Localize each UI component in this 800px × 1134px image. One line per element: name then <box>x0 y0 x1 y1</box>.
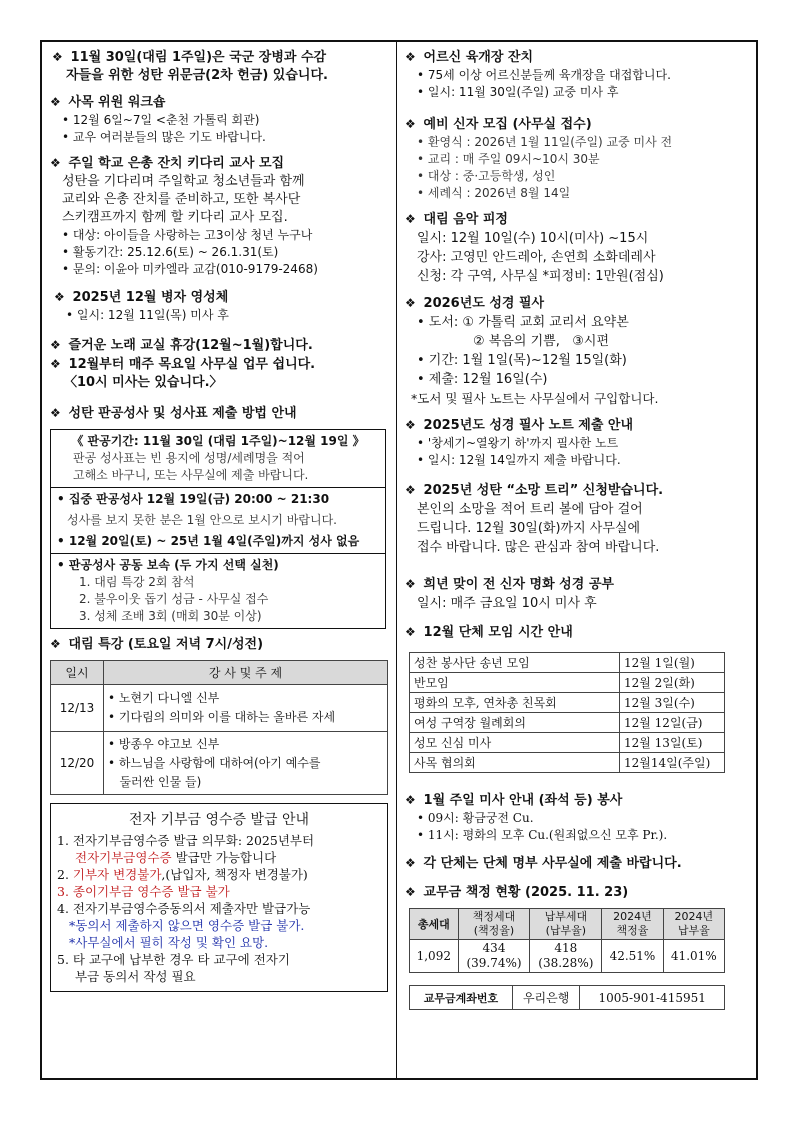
receipt-line: 5. 타 교구에 납부한 경우 타 교구에 전자기 <box>57 952 290 967</box>
diamond-bullet-icon: ❖ <box>52 50 63 64</box>
lecture-line: • 기다림의 의미와 이를 대하는 올바른 자세 <box>108 710 336 724</box>
column-divider <box>396 40 397 1080</box>
table-row <box>410 673 725 693</box>
detail-line: 3. 성체 조배 3회 (매회 30분 이상) <box>79 609 262 623</box>
meeting-name: 반모임 <box>410 673 620 693</box>
notice-line: 〈10시 미사는 있습니다.〉 <box>64 375 223 390</box>
detail-line: 고해소 바구니, 또는 사무실에 제출 바랍니다. <box>73 468 309 482</box>
detail-line: 강사: 고영민 안드레아, 손연희 소화데레사 <box>417 250 656 265</box>
detail-line: 2. 불우이웃 돕기 성금 - 사무실 접수 <box>79 592 269 606</box>
detail-line: 스키캠프까지 함께 할 키다리 교사 모집. <box>62 210 288 225</box>
assessed-rate: (39.74%) <box>466 956 522 970</box>
meeting-name: 성모 신심 미사 <box>410 733 620 753</box>
section-title: 각 단체는 단체 명부 사무실에 제출 바랍니다. <box>423 856 682 871</box>
detail-line: 본인의 소망을 적어 트리 볼에 담아 걸어 <box>417 502 643 517</box>
table-header: 강 사 및 주 제 <box>104 661 388 685</box>
detail-line: • 대상 : 중·고등학생, 성인 <box>417 169 556 183</box>
notice-office <box>50 336 390 392</box>
notice-bible-study <box>405 575 750 613</box>
notice-line: 11월 30일(대림 1주일)은 국군 장병과 수감 <box>70 50 327 65</box>
diamond-bullet-icon: ❖ <box>405 577 416 591</box>
diamond-bullet-icon: ❖ <box>50 357 61 371</box>
account-label: 교무금계좌번호 <box>410 986 513 1010</box>
dues-table <box>409 908 725 973</box>
diamond-bullet-icon: ❖ <box>50 406 61 420</box>
section-title: 2025년도 성경 필사 노트 제출 안내 <box>423 418 634 433</box>
section-title: 어르신 육개장 잔치 <box>423 50 534 65</box>
diamond-bullet-icon: ❖ <box>405 296 416 310</box>
detail-line: • 제출: 12월 16일(수) <box>417 372 548 387</box>
meeting-name: 사목 협의회 <box>410 753 620 773</box>
notice-advent-lecture <box>50 635 390 795</box>
diamond-bullet-icon: ❖ <box>50 637 61 651</box>
notice-confession <box>50 404 390 629</box>
total-households: 1,092 <box>410 940 459 973</box>
receipt-box <box>50 803 388 992</box>
receipt-text: 발급만 가능합니다 <box>171 850 277 865</box>
table-row <box>410 733 725 753</box>
section-title: 예비 신자 모집 (사무실 접수) <box>423 117 592 132</box>
paid-rate: (38.28%) <box>538 956 594 970</box>
detail-line: 성탄을 기다리며 주일학교 청소년들과 함께 <box>62 174 305 189</box>
detail-line: • '창세기~열왕기 하'까지 필사한 노트 <box>417 436 619 450</box>
table-row <box>410 753 725 773</box>
diamond-bullet-icon: ❖ <box>405 625 416 639</box>
meeting-date: 12월 3일(수) <box>620 693 725 713</box>
confession-penance <box>51 553 385 628</box>
notice-wish-tree <box>405 481 750 557</box>
meeting-date: 12월 13일(토) <box>620 733 725 753</box>
table-header: (납부율) <box>545 924 587 937</box>
detail-line: • 12월 6일~7일 <춘천 가톨릭 회관) <box>62 113 260 127</box>
detail-line: 신청: 각 구역, 사무실 *피정비: 1만원(점심) <box>417 269 664 284</box>
confession-intensive <box>51 487 385 553</box>
table-header: 일시 <box>51 661 104 685</box>
receipt-highlight: 전자기부금영수증 <box>75 850 172 865</box>
detail-line: • 일시: 12월 11일(목) 미사 후 <box>66 308 229 322</box>
table-row <box>410 653 725 673</box>
table-header: 책정율 <box>616 924 649 937</box>
receipt-line: 부금 동의서 작성 필요 <box>75 969 196 984</box>
table-row <box>410 986 725 1010</box>
receipt-title: 전자 기부금 영수증 발급 안내 <box>128 812 310 828</box>
table-header-row <box>51 661 388 685</box>
table-header: 납부세대 <box>544 910 588 923</box>
detail-line: • 집중 판공성사 12월 19일(금) 20:00 ~ 21:30 <box>57 492 330 506</box>
confession-box <box>50 429 386 629</box>
meeting-name: 성찬 봉사단 송년 모임 <box>410 653 620 673</box>
table-row <box>51 685 388 732</box>
table-row <box>410 713 725 733</box>
table-header-row <box>410 909 725 940</box>
confession-period <box>51 430 385 487</box>
detail-line: 교리와 은총 잔치를 준비하고, 또한 복사단 <box>62 192 301 207</box>
section-title: 사목 위원 워크숍 <box>68 95 166 110</box>
table-row <box>51 732 388 795</box>
receipt-line: *동의서 제출하지 않으면 영수증 발급 불가. <box>69 918 305 933</box>
meeting-date: 12월 2일(화) <box>620 673 725 693</box>
receipt-text: ,(납입자, 책정자 변경불가) <box>161 867 308 882</box>
detail-line: 《 판공기간: 11월 30일 (대림 1주일)~12월 19일 》 <box>71 434 365 448</box>
detail-line: • 문의: 이윤아 미카엘라 교감(010-9179-2468) <box>62 262 318 276</box>
lecture-table <box>50 660 388 795</box>
table-header: 책정세대 <box>472 910 516 923</box>
detail-line: 일시: 매주 금요일 10시 미사 후 <box>417 596 597 611</box>
section-title: 교무금 책정 현황 (2025. 11. 23) <box>423 885 629 900</box>
meeting-name: 평화의 모후, 연차총 친목회 <box>410 693 620 713</box>
detail-line: • 기간: 1월 1일(목)~12월 15일(화) <box>417 353 627 368</box>
notice-soup-party <box>405 48 750 101</box>
section-title: 성탄 판공성사 및 성사표 제출 방법 안내 <box>68 406 297 421</box>
diamond-bullet-icon: ❖ <box>405 483 416 497</box>
lecture-line: • 노현기 다니엘 신부 <box>108 691 220 705</box>
notice-wirogeum <box>52 48 390 85</box>
detail-line: • 09시: 황금궁전 Cu. <box>417 811 534 825</box>
diamond-bullet-icon: ❖ <box>50 95 61 109</box>
detail-line: • 환영식 : 2026년 1월 11일(주일) 교중 미사 전 <box>417 135 673 149</box>
notice-bible-copy-2026 <box>405 294 750 408</box>
section-title: 희년 맞이 전 신자 명화 성경 공부 <box>423 577 614 592</box>
lecture-line: • 방종우 야고보 신부 <box>108 736 220 751</box>
detail-line: • 75세 이상 어르신분들께 육개장을 대접합니다. <box>417 68 671 82</box>
diamond-bullet-icon: ❖ <box>405 212 416 226</box>
section-title: 1월 주일 미사 안내 (좌석 등) 봉사 <box>423 793 623 808</box>
notice-mass-service <box>405 791 750 844</box>
notice-catechumen <box>405 115 750 202</box>
detail-line: • 세례식 : 2026년 8월 14일 <box>417 186 571 200</box>
diamond-bullet-icon: ❖ <box>50 338 61 352</box>
receipt-text: 2. <box>57 867 73 882</box>
detail-line: • 도서: ① 가톨릭 교회 교리서 요약본 <box>417 315 629 330</box>
notice-workshop <box>50 93 390 146</box>
table-row <box>410 940 725 973</box>
receipt-line: 3. 종이기부금 영수증 발급 불가 <box>57 884 230 899</box>
notice-group-roster <box>405 854 750 873</box>
section-title: 2025년 성탄 “소망 트리” 신청받습니다. <box>423 483 664 498</box>
detail-line: 판공 성사표는 빈 용지에 성명/세례명을 적어 <box>73 451 305 465</box>
notice-line: 12월부터 매주 목요일 사무실 업무 쉽니다. <box>68 357 316 372</box>
notice-dues-status <box>405 883 750 1010</box>
table-header: 총세대 <box>410 909 459 940</box>
notice-music-retreat <box>405 210 750 286</box>
notice-bible-notebook <box>405 416 750 469</box>
section-title: 2026년도 성경 필사 <box>423 296 545 311</box>
section-title: 대림 음악 피정 <box>423 212 508 227</box>
diamond-bullet-icon: ❖ <box>54 290 65 304</box>
assessed-households: 434 <box>482 941 506 955</box>
account-table <box>409 985 725 1010</box>
diamond-bullet-icon: ❖ <box>50 156 61 170</box>
detail-line: • 판공성사 공동 보속 (두 가지 선택 실천) <box>57 558 279 572</box>
lecture-line: 둘러싼 인물 들) <box>108 774 202 789</box>
detail-line: ② 복음의 기쁨, ③시편 <box>473 334 610 349</box>
detail-line: • 일시: 11월 30일(주일) 교중 미사 후 <box>417 85 619 99</box>
diamond-bullet-icon: ❖ <box>405 793 416 807</box>
section-title: 대림 특강 (토요일 저녁 7시/성전) <box>68 637 264 652</box>
diamond-bullet-icon: ❖ <box>405 50 416 64</box>
detail-line: • 일시: 12월 14일까지 제출 바랍니다. <box>417 453 621 467</box>
section-title: 12월 단체 모임 시간 안내 <box>423 625 573 640</box>
detail-line: • 11시: 평화의 모후 Cu.(원죄없으신 모후 Pr.). <box>417 828 668 842</box>
detail-line: • 활동기간: 25.12.6(토) ~ 26.1.31(토) <box>62 245 279 259</box>
meeting-name: 여성 구역장 월례회의 <box>410 713 620 733</box>
assessed-rate-2024: 42.51% <box>602 940 663 973</box>
lecture-date: 12/20 <box>51 732 104 795</box>
table-header: 2024년 <box>674 910 714 923</box>
lecture-date: 12/13 <box>51 685 104 732</box>
paid-rate-2024: 41.01% <box>663 940 724 973</box>
detail-line: • 대상: 아이들을 사랑하는 고3이상 청년 누구나 <box>62 228 313 242</box>
section-title: 주일 학교 은총 잔치 키다리 교사 모집 <box>68 156 285 171</box>
notice-teacher-recruit <box>50 154 390 278</box>
notice-line: 자들을 위한 성탄 위문금(2차 헌금) 있습니다. <box>66 68 328 83</box>
paid-households: 418 <box>554 941 578 955</box>
notice-line: 즐거운 노래 교실 휴강(12월~1월)합니다. <box>68 338 313 353</box>
detail-line: 1. 대림 특강 2회 참석 <box>79 575 195 589</box>
detail-line: *도서 및 필사 노트는 사무실에서 구입합니다. <box>411 391 659 406</box>
table-header: 2024년 <box>613 910 652 923</box>
detail-line: 일시: 12월 10일(수) 10시(미사) ~15시 <box>417 231 649 246</box>
meetings-table <box>409 652 725 773</box>
bank-name: 우리은행 <box>512 986 579 1010</box>
meeting-date: 12월14일(주일) <box>620 753 725 773</box>
notice-group-meetings <box>405 623 750 773</box>
table-header: 납부율 <box>677 924 710 937</box>
notice-sick-communion <box>54 288 390 324</box>
receipt-highlight: 기부자 변경불가 <box>72 867 162 882</box>
receipt-line: 1. 전자기부금영수증 발급 의무화: 2025년부터 <box>57 833 315 848</box>
detail-line: • 교우 여러분들의 많은 기도 바랍니다. <box>62 130 266 144</box>
diamond-bullet-icon: ❖ <box>405 856 416 870</box>
table-header: (책정율) <box>473 924 515 937</box>
table-row <box>410 693 725 713</box>
right-column <box>405 48 750 1010</box>
detail-line: • 교리 : 매 주일 09시~10시 30분 <box>417 152 600 166</box>
meeting-date: 12월 1일(월) <box>620 653 725 673</box>
lecture-line: • 하느님을 사랑함에 대하여(아기 예수를 <box>108 755 321 770</box>
detail-line: 드립니다. 12월 30일(화)까지 사무실에 <box>417 521 641 536</box>
detail-line: 접수 바랍니다. 많은 관심과 참여 바랍니다. <box>417 540 660 555</box>
section-title: 2025년 12월 병자 영성체 <box>72 290 229 305</box>
left-column <box>50 48 390 992</box>
detail-line: 성사를 보지 못한 분은 1월 안으로 보시기 바랍니다. <box>67 513 337 527</box>
diamond-bullet-icon: ❖ <box>405 885 416 899</box>
receipt-line: 4. 전자기부금영수증동의서 제출자만 발급가능 <box>57 901 311 916</box>
diamond-bullet-icon: ❖ <box>405 117 416 131</box>
meeting-date: 12월 12일(금) <box>620 713 725 733</box>
receipt-line: *사무실에서 필히 작성 및 확인 요망. <box>69 935 269 950</box>
detail-line: • 12월 20일(토) ~ 25년 1월 4일(주일)까지 성사 없음 <box>57 534 360 548</box>
account-number: 1005-901-415951 <box>580 986 725 1010</box>
diamond-bullet-icon: ❖ <box>405 418 416 432</box>
